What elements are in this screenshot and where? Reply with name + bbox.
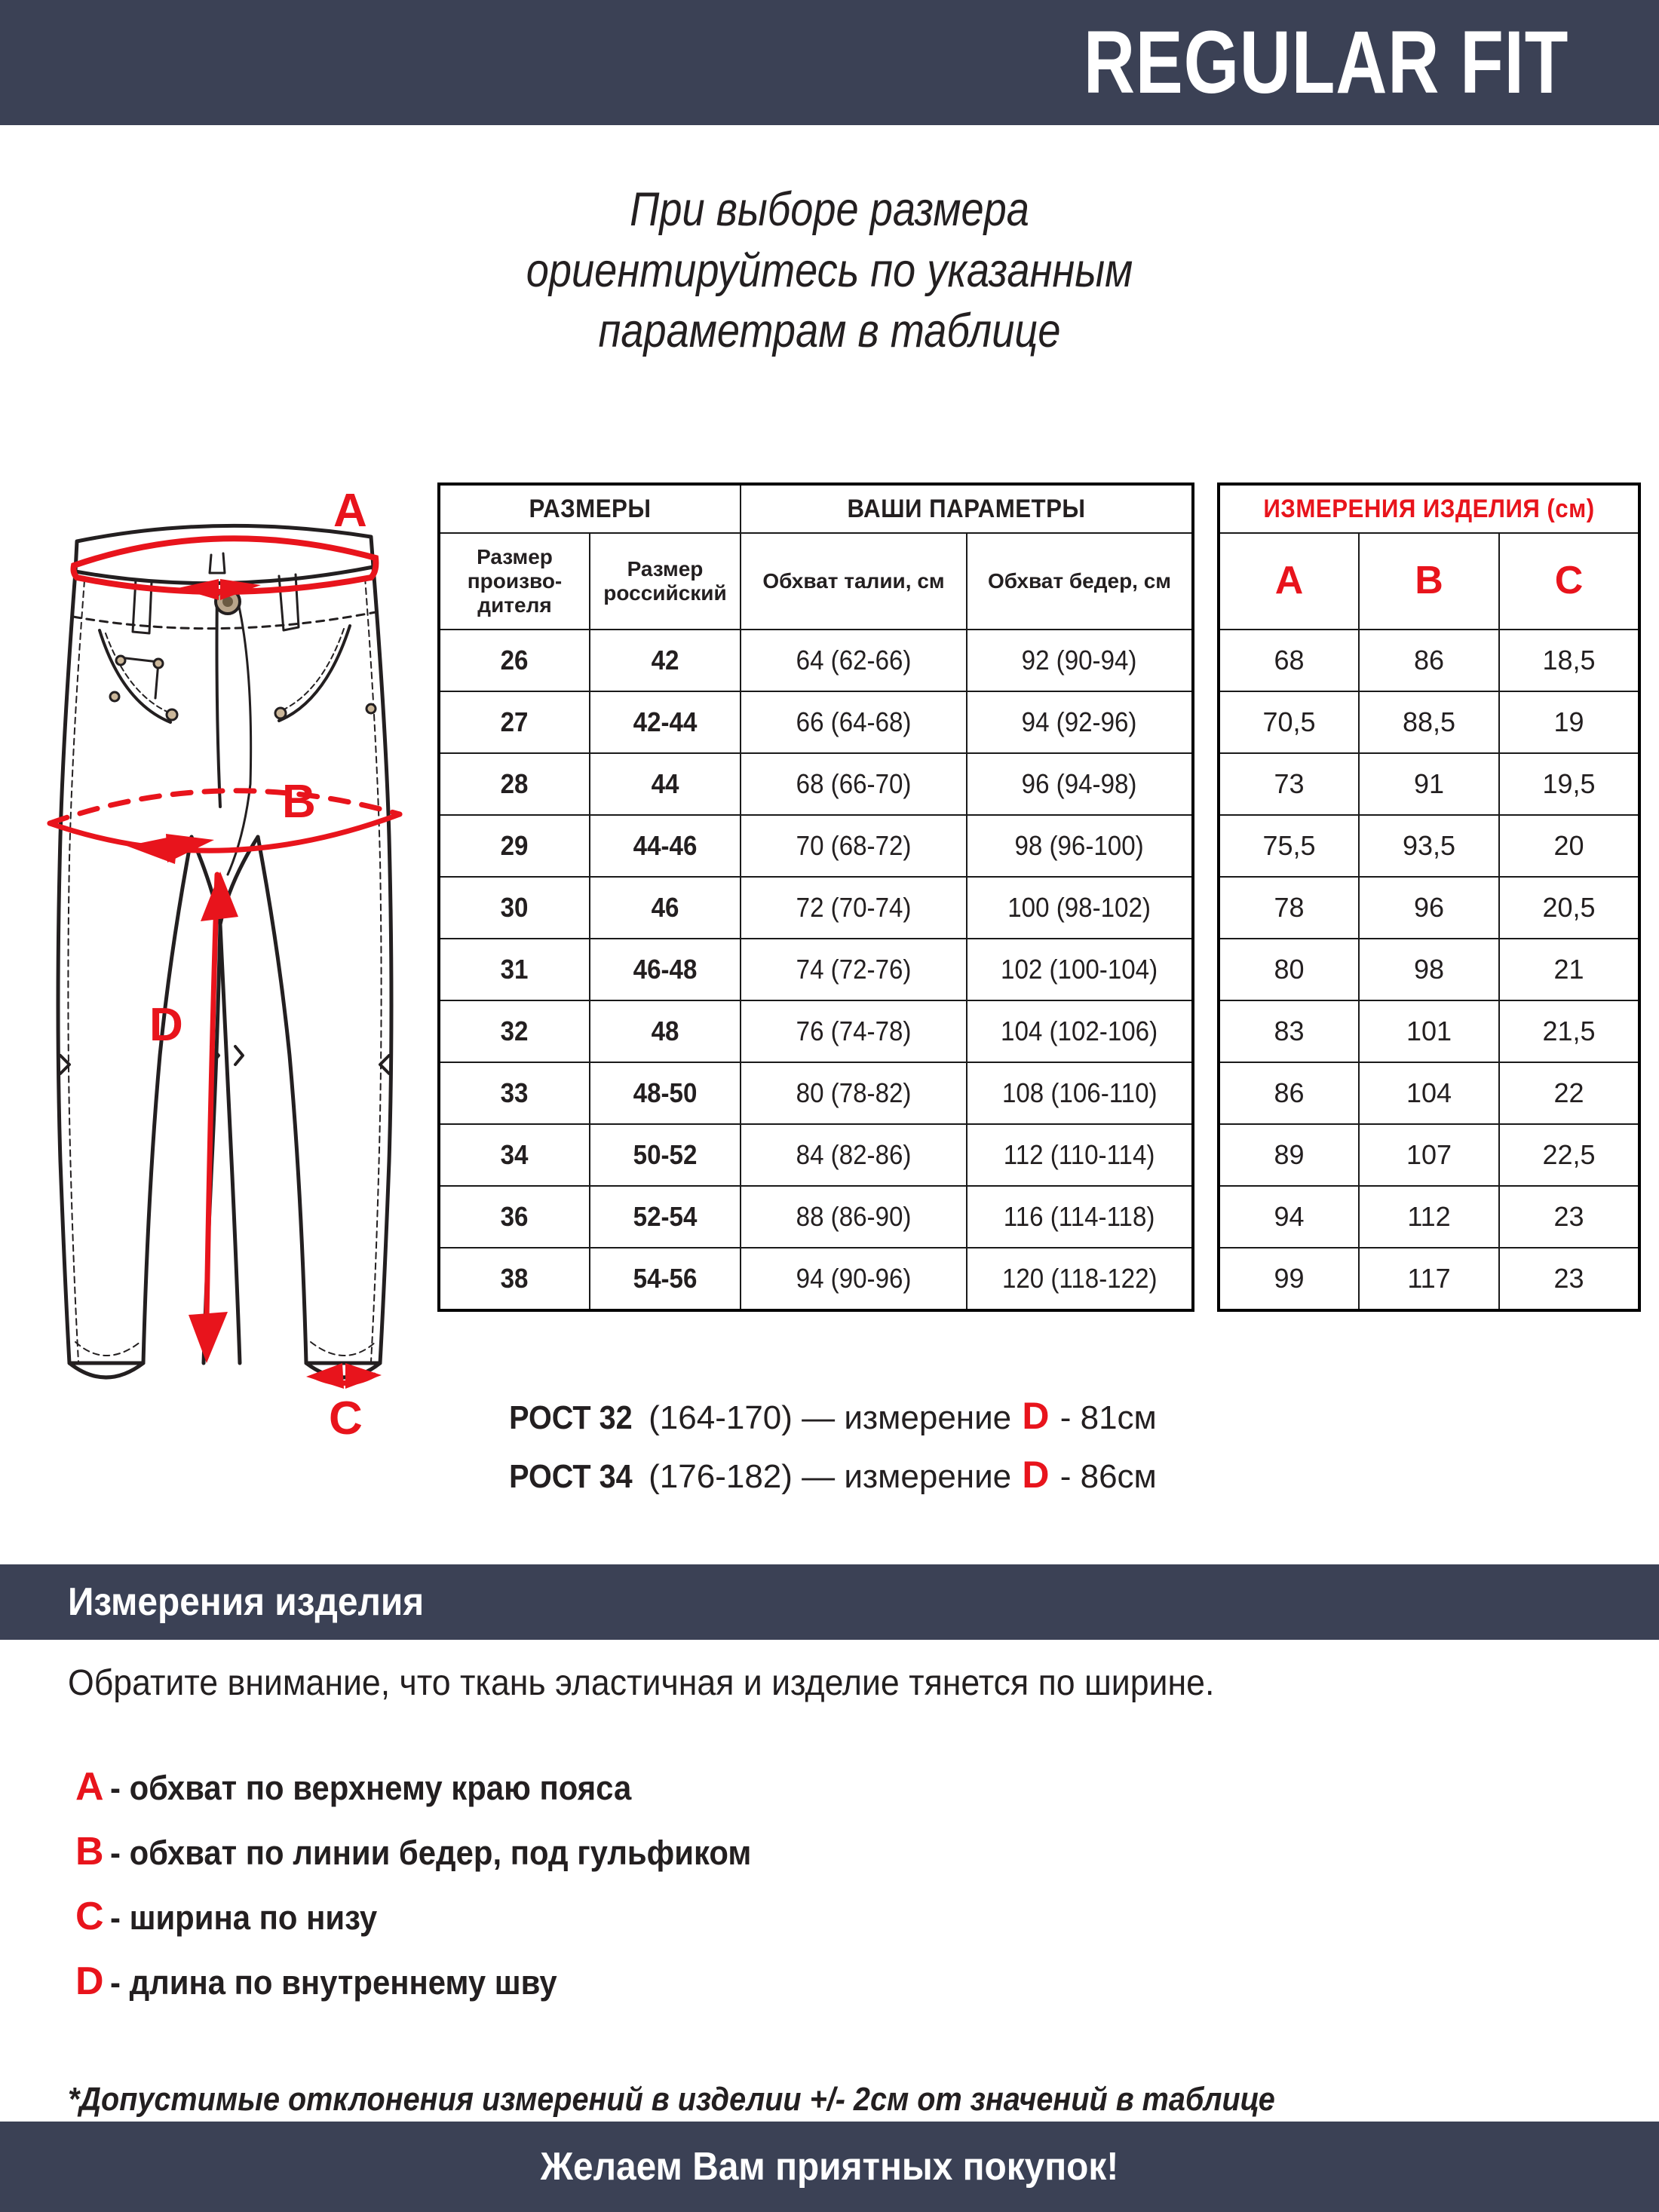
cell-measure-b: 88,5 (1359, 691, 1499, 753)
cell-manufacturer-size-text: 36 (501, 1201, 529, 1232)
label-b: B (282, 776, 316, 828)
cell-measure-c: 20,5 (1499, 877, 1639, 939)
footer-message: Желаем Вам приятных покупок! (540, 2145, 1119, 2189)
legend-letter-c: C (75, 1895, 104, 1938)
cell-hips (967, 1062, 1193, 1124)
legend-letter-a: A (75, 1765, 104, 1809)
cell-russian-size (590, 1000, 741, 1062)
cell-russian-size-text: 54-56 (633, 1263, 698, 1294)
col-header-c: C (1499, 533, 1639, 630)
cell-waist-text: 66 (64-68) (796, 706, 912, 737)
cell-hips (967, 1000, 1193, 1062)
cell-russian-size (590, 1062, 741, 1124)
subtitle-line-1: При выборе размера (630, 183, 1029, 236)
cell-russian-size-text: 44 (651, 768, 679, 799)
cell-hips (967, 877, 1193, 939)
cell-measure-a: 89 (1219, 1124, 1359, 1186)
table-row (439, 1000, 1193, 1062)
cell-manufacturer-size-text: 28 (501, 768, 529, 799)
cell-russian-size (590, 630, 741, 691)
table-row (1219, 630, 1639, 691)
cell-waist-text: 70 (68-72) (796, 830, 912, 861)
cell-russian-size-text: 48-50 (633, 1077, 698, 1108)
table-row (439, 1062, 1193, 1124)
legend-text-c: - ширина по низу (110, 1898, 378, 1937)
label-d: D (149, 999, 183, 1051)
cell-hips-text: 92 (90-94) (1022, 645, 1137, 676)
cell-manufacturer-size-text: 32 (501, 1016, 529, 1046)
cell-russian-size-text: 44-46 (633, 830, 698, 861)
label-c: C (329, 1392, 363, 1445)
cell-hips (967, 753, 1193, 815)
cell-measure-c: 23 (1499, 1248, 1639, 1310)
measurement-legend (75, 1764, 1282, 2024)
cell-hips-text: 102 (100-104) (1001, 954, 1158, 985)
table-row (1219, 1186, 1639, 1248)
table-row (1219, 1248, 1639, 1310)
cell-manufacturer-size-text: 34 (501, 1139, 529, 1170)
cell-manufacturer-size-text: 30 (501, 892, 529, 923)
cell-manufacturer-size (439, 877, 590, 939)
cell-hips-text: 112 (110-114) (1004, 1139, 1155, 1170)
cell-manufacturer-size (439, 1186, 590, 1248)
cell-waist-text: 84 (82-86) (796, 1139, 912, 1170)
tolerance-disclaimer: *Допустимые отклонения измерений в изделии +/- 2см от значений в таблице (68, 2081, 1275, 2118)
table-row (439, 691, 1193, 753)
cell-manufacturer-size (439, 1124, 590, 1186)
legend-item-c (75, 1894, 1282, 1959)
cell-measure-b: 112 (1359, 1186, 1499, 1248)
cell-measure-a: 99 (1219, 1248, 1359, 1310)
cell-waist (741, 753, 967, 815)
cell-russian-size (590, 939, 741, 1000)
cell-manufacturer-size-text: 26 (501, 645, 529, 676)
cell-russian-size-text: 52-54 (633, 1201, 698, 1232)
cell-russian-size (590, 1248, 741, 1310)
cell-hips-text: 96 (94-98) (1022, 768, 1137, 799)
cell-hips-text: 94 (92-96) (1022, 706, 1137, 737)
cell-measure-c: 22 (1499, 1062, 1639, 1124)
size-table-left (437, 483, 1194, 1312)
table-row (1219, 691, 1639, 753)
cell-manufacturer-size-text: 33 (501, 1077, 529, 1108)
cell-hips (967, 815, 1193, 877)
height-letter-d: D (1022, 1453, 1050, 1496)
cell-measure-c: 23 (1499, 1186, 1639, 1248)
legend-letter-d: D (75, 1959, 104, 2003)
height-label: РОСТ 34 (509, 1457, 633, 1495)
page-footer-bar (0, 2122, 1659, 2212)
cell-hips (967, 1248, 1193, 1310)
cell-waist (741, 1124, 967, 1186)
table-row (1219, 877, 1639, 939)
subtitle-line-3: параметрам в таблице (598, 305, 1061, 358)
cell-waist (741, 815, 967, 877)
table-row (439, 939, 1193, 1000)
page-header-bar (0, 0, 1659, 125)
cell-waist (741, 1000, 967, 1062)
table-row (1219, 815, 1639, 877)
legend-text-b: - обхват по линии бедер, под гульфиком (110, 1834, 752, 1872)
cell-measure-c: 22,5 (1499, 1124, 1639, 1186)
cell-waist (741, 630, 967, 691)
legend-item-a (75, 1764, 1282, 1829)
cell-hips-text: 104 (102-106) (1001, 1016, 1158, 1046)
group-header-product-measurements: ИЗМЕРЕНИЯ ИЗДЕЛИЯ (см) (1235, 484, 1622, 533)
cell-waist-text: 88 (86-90) (796, 1201, 912, 1232)
table-row (1219, 1062, 1639, 1124)
cell-manufacturer-size-text: 27 (501, 706, 529, 737)
col-header-hips: Обхват бедер, см (967, 533, 1193, 630)
height-range: (176-182) — измерение (649, 1457, 1012, 1495)
height-range: (164-170) — измерение (649, 1399, 1012, 1436)
cell-measure-a: 75,5 (1219, 815, 1359, 877)
cell-russian-size (590, 815, 741, 877)
section-header-bar (0, 1564, 1659, 1640)
cell-russian-size (590, 1124, 741, 1186)
cell-measure-b: 86 (1359, 630, 1499, 691)
legend-text-d: - длина по внутреннему шву (110, 1963, 557, 2002)
subtitle-line-2: ориентируйтесь по указанным (526, 244, 1133, 297)
cell-waist-text: 72 (70-74) (796, 892, 912, 923)
table-row (439, 630, 1193, 691)
cell-russian-size-text: 48 (651, 1016, 679, 1046)
page-title: REGULAR FIT (1083, 13, 1569, 112)
cell-measure-b: 117 (1359, 1248, 1499, 1310)
col-header-a: A (1219, 533, 1359, 630)
cell-russian-size-text: 42-44 (633, 706, 698, 737)
legend-item-d (75, 1959, 1282, 2024)
table-row (439, 753, 1193, 815)
cell-measure-c: 19 (1499, 691, 1639, 753)
cell-waist-text: 74 (72-76) (796, 954, 912, 985)
cell-hips-text: 120 (118-122) (1001, 1263, 1158, 1294)
cell-waist-text: 68 (66-70) (796, 768, 912, 799)
height-note-row (0, 1387, 1659, 1446)
cell-hips (967, 630, 1193, 691)
cell-manufacturer-size (439, 1248, 590, 1310)
cell-measure-b: 98 (1359, 939, 1499, 1000)
cell-measure-b: 96 (1359, 877, 1499, 939)
col-header-waist: Обхват талии, см (741, 533, 967, 630)
height-note-row (0, 1446, 1659, 1505)
size-table-right-body (1219, 630, 1639, 1310)
cell-manufacturer-size (439, 939, 590, 1000)
cell-manufacturer-size-text: 31 (501, 954, 529, 985)
cell-waist-text: 64 (62-66) (796, 645, 912, 676)
table-row (439, 1186, 1193, 1248)
cell-waist (741, 1248, 967, 1310)
cell-manufacturer-size (439, 1000, 590, 1062)
cell-measure-b: 93,5 (1359, 815, 1499, 877)
legend-letter-b: B (75, 1830, 104, 1873)
col-header-russian-size: Размер российский (590, 533, 741, 630)
section-title: Измерения изделия (68, 1580, 425, 1624)
cell-russian-size-text: 42 (651, 645, 679, 676)
cell-measure-b: 104 (1359, 1062, 1499, 1124)
cell-russian-size (590, 753, 741, 815)
cell-measure-c: 18,5 (1499, 630, 1639, 691)
cell-hips (967, 939, 1193, 1000)
cell-russian-size (590, 877, 741, 939)
cell-measure-c: 20 (1499, 815, 1639, 877)
table-row (1219, 939, 1639, 1000)
table-row (439, 1124, 1193, 1186)
height-label: РОСТ 32 (509, 1399, 633, 1436)
cell-hips-text: 98 (96-100) (1014, 830, 1145, 861)
cell-hips-text: 108 (106-110) (1001, 1077, 1158, 1108)
cell-hips-text: 100 (98-102) (1007, 892, 1151, 923)
cell-measure-b: 91 (1359, 753, 1499, 815)
fabric-note: Обратите внимание, что ткань эластичная и изделие тянется по ширине. (68, 1663, 1215, 1703)
table-row (1219, 1000, 1639, 1062)
height-notes (0, 1387, 1659, 1504)
cell-waist (741, 691, 967, 753)
legend-item-b (75, 1829, 1282, 1894)
cell-manufacturer-size (439, 691, 590, 753)
cell-measure-b: 101 (1359, 1000, 1499, 1062)
cell-measure-a: 70,5 (1219, 691, 1359, 753)
cell-russian-size-text: 46 (651, 892, 679, 923)
table-row (1219, 753, 1639, 815)
cell-hips (967, 1186, 1193, 1248)
table-row (439, 815, 1193, 877)
cell-measure-a: 94 (1219, 1186, 1359, 1248)
cell-measure-a: 83 (1219, 1000, 1359, 1062)
subtitle-block (116, 179, 1543, 362)
cell-manufacturer-size-text: 38 (501, 1263, 529, 1294)
cell-waist-text: 94 (90-96) (796, 1263, 912, 1294)
cell-waist (741, 939, 967, 1000)
cell-russian-size-text: 46-48 (633, 954, 698, 985)
cell-russian-size (590, 1186, 741, 1248)
cell-russian-size (590, 691, 741, 753)
table-row (439, 877, 1193, 939)
cell-measure-a: 73 (1219, 753, 1359, 815)
height-value: - 86см (1059, 1457, 1157, 1495)
height-letter-d: D (1022, 1395, 1050, 1437)
size-table-left-body (439, 630, 1193, 1310)
cell-manufacturer-size (439, 1062, 590, 1124)
cell-measure-a: 68 (1219, 630, 1359, 691)
cell-manufacturer-size (439, 753, 590, 815)
table-row (1219, 1124, 1639, 1186)
cell-russian-size-text: 50-52 (633, 1139, 698, 1170)
cell-hips (967, 1124, 1193, 1186)
col-header-b: B (1359, 533, 1499, 630)
cell-measure-c: 19,5 (1499, 753, 1639, 815)
cell-manufacturer-size-text: 29 (501, 830, 529, 861)
cell-measure-c: 21,5 (1499, 1000, 1639, 1062)
cell-waist-text: 80 (78-82) (796, 1077, 912, 1108)
cell-hips (967, 691, 1193, 753)
cell-waist (741, 1062, 967, 1124)
cell-manufacturer-size (439, 630, 590, 691)
cell-hips-text: 116 (114-118) (1004, 1201, 1155, 1232)
cell-measure-a: 86 (1219, 1062, 1359, 1124)
cell-waist (741, 877, 967, 939)
size-tables (437, 483, 1636, 1312)
size-table-right (1217, 483, 1641, 1312)
legend-text-a: - обхват по верхнему краю пояса (110, 1769, 632, 1807)
group-header-sizes: РАЗМЕРЫ (451, 484, 728, 533)
cell-measure-a: 78 (1219, 877, 1359, 939)
jeans-diagram (30, 483, 422, 1448)
cell-measure-c: 21 (1499, 939, 1639, 1000)
group-header-your-params: ВАШИ ПАРАМЕТРЫ (759, 484, 1175, 533)
table-row (439, 1248, 1193, 1310)
cell-measure-a: 80 (1219, 939, 1359, 1000)
col-header-manufacturer-size: Размер произво-дителя (439, 533, 590, 630)
cell-measure-b: 107 (1359, 1124, 1499, 1186)
height-value: - 81см (1059, 1399, 1157, 1436)
cell-manufacturer-size (439, 815, 590, 877)
cell-waist-text: 76 (74-78) (796, 1016, 912, 1046)
measurement-arrowheads (127, 579, 382, 1389)
label-a: A (333, 485, 367, 537)
cell-waist (741, 1186, 967, 1248)
